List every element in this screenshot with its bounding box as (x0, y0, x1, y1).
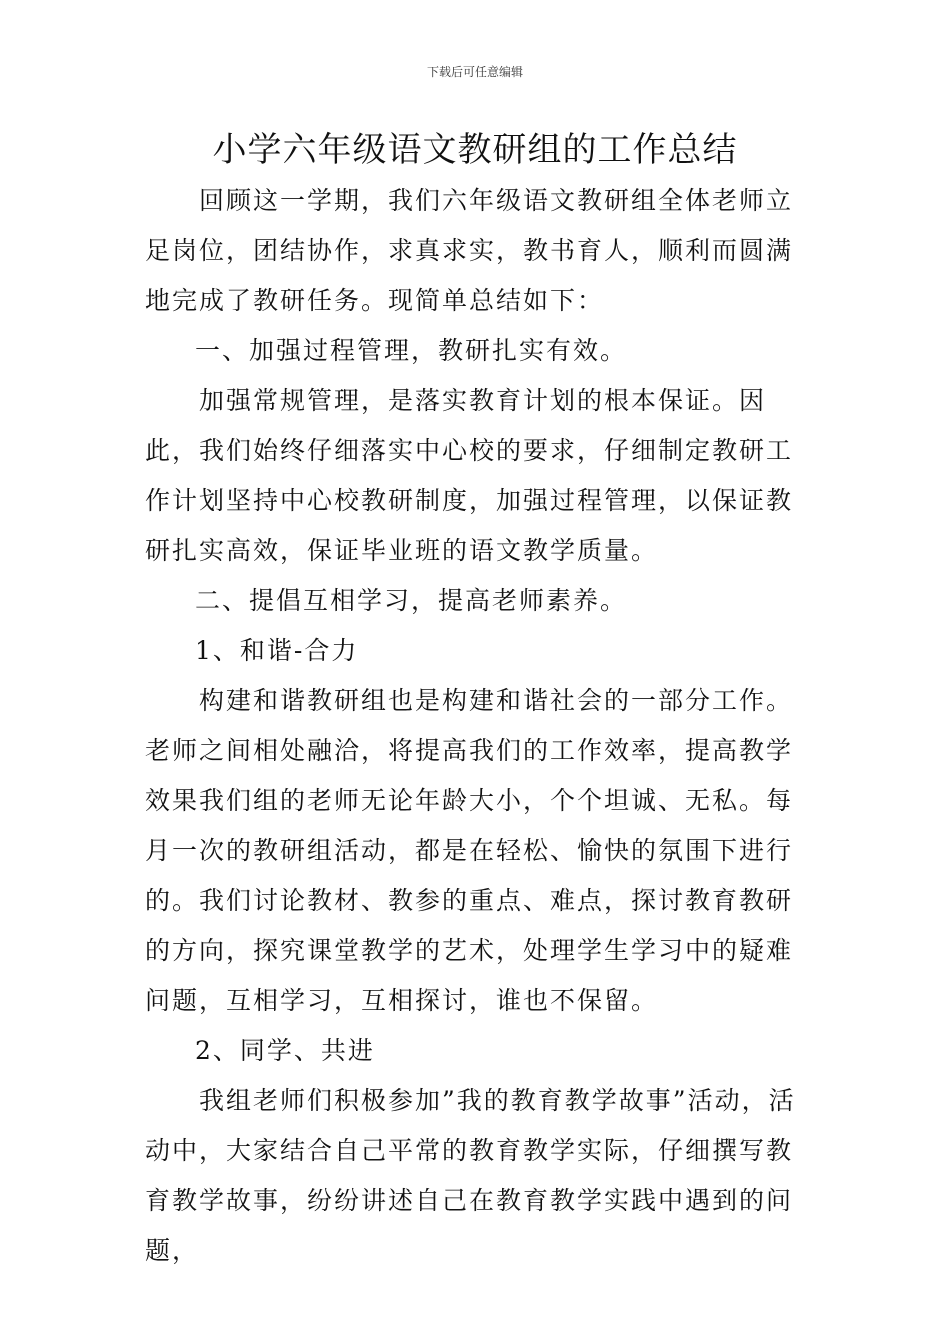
subsection-heading-1: 1、和谐-合力 (195, 636, 359, 665)
section-heading-2: 二、提倡互相学习，提高老师素养。 (195, 586, 628, 615)
section-heading-1: 一、加强过程管理，教研扎实有效。 (195, 336, 628, 365)
document-body (145, 176, 810, 1276)
paragraph-stories: 我组老师们积极参加”我的教育教学故事”活动，活动中，大家结合自己平常的教育教学实际，仔细撰写教育教学故事，纷纷讲述自己在教育教学实践中遇到的问题， (145, 1086, 796, 1265)
paragraph-management: 加强常规管理，是落实教育计划的根本保证。因此，我们始终仔细落实中心校的要求，仔细制定教研工作计划坚持中心校教研制度，加强过程管理，以保证教研扎实高效，保证毕业班的语文教学质量。 (145, 386, 794, 565)
document-title: 小学六年级语文教研组的工作总结 (212, 130, 738, 170)
header-note: 下载后可任意编辑 (426, 65, 523, 79)
paragraph-intro: 回顾这一学期，我们六年级语文教研组全体老师立足岗位，团结协作，求真求实，教书育人，顺利而圆满地完成了教研任务。现简单总结如下： (145, 186, 794, 315)
paragraph-harmony: 构建和谐教研组也是构建和谐社会的一部分工作。老师之间相处融洽，将提高我们的工作效率，提高教学效果我们组的老师无论年龄大小，个个坦诚、无私。每月一次的教研组活动，都是在轻松、愉快的氛围下进行的。我们讨论教材、教参的重点、难点，探讨教育教研的方向，探究课堂教学的艺术，处理学生学习中的疑难问题，互相学习，互相探讨，谁也不保留。 (145, 686, 794, 1015)
subsection-heading-2: 2、同学、共进 (195, 1036, 375, 1065)
